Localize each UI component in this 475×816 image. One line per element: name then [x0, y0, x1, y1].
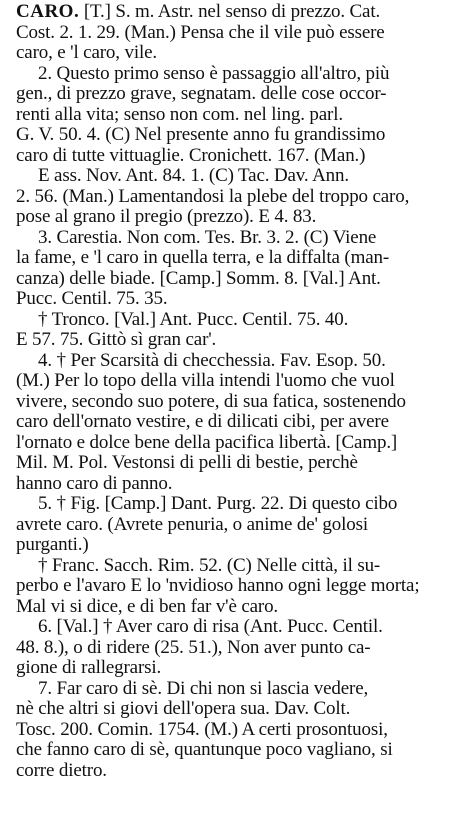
entry-line: caro dell'ornato vestire, e di dilicati cibi, per avere [16, 412, 389, 432]
entry-line: perbo e l'avaro E lo 'nvidioso hanno ogni legge morta; [16, 576, 420, 596]
entry-line: 2. 56. (Man.) Lamentandosi la plebe del troppo caro, [16, 186, 410, 207]
entry-line: 4. † Per Scarsità di checchessia. Fav. Esop. 50. [38, 350, 386, 371]
entry-headword: CARO. [16, 2, 80, 22]
entry-body [16, 23, 467, 782]
entry-line: che fanno caro di sè, quantunque poco vagliano, si [16, 740, 393, 760]
entry-line: G. V. 50. 4. (C) Nel presente anno fu grandissimo [16, 125, 386, 145]
entry-line: nè che altri si giovi dell'opera sua. Dav. Colt. [16, 699, 351, 719]
entry-line: caro, e 'l caro, vile. [16, 43, 157, 63]
entry-line: Mal vi si dice, e di ben far v'è caro. [16, 596, 279, 617]
entry-line: hanno caro di panno. [16, 473, 173, 494]
entry-line: 48. 8.), o di ridere (25. 51.), Non aver punto ca- [16, 637, 371, 658]
entry-line: la fame, e 'l caro in quella terra, e la diffalta (man- [16, 248, 390, 268]
entry-line: pose al grano il pregio (prezzo). E 4. 83. [16, 207, 317, 227]
entry-line: 5. † Fig. [Camp.] Dant. Purg. 22. Di questo cibo [38, 494, 398, 514]
entry-line: 7. Far caro di sè. Di chi non si lascia vedere, [38, 678, 369, 699]
entry-line: E 57. 75. Gittò sì gran car'. [16, 330, 217, 350]
entry-line: Pucc. Centil. 75. 35. [16, 289, 168, 309]
entry-line: l'ornato e dolce bene della pacifica libertà. [Camp.] [16, 432, 398, 453]
entry-line: canza) delle biade. [Camp.] Somm. 8. [Val.] Ant. [16, 268, 381, 289]
entry-line: gione di rallegrarsi. [16, 658, 162, 678]
entry-line: renti alla vita; senso non com. nel ling. parl. [16, 104, 343, 125]
entry-line: caro di tutte vittuaglie. Cronichett. 167. (Man.) [16, 145, 366, 166]
entry-line: Cost. 2. 1. 29. (Man.) Pensa che il vile può essere [16, 22, 385, 43]
entry-line: avrete caro. (Avrete penuria, o anime de' golosi [16, 514, 368, 535]
entry-line: 2. Questo primo senso è passaggio all'altro, più [38, 63, 390, 84]
entry-line: † Tronco. [Val.] Ant. Pucc. Centil. 75. 40. [38, 309, 349, 330]
entry-line: 6. [Val.] † Aver caro di risa (Ant. Pucc. Centil. [38, 617, 383, 637]
entry-line: (M.) Per lo topo della villa intendi l'uomo che vuol [16, 371, 395, 391]
entry-line-1 [16, 2, 467, 23]
entry-line: Mil. M. Pol. Vestonsi di pelli di bestie, perchè [16, 453, 358, 473]
entry-line: † Franc. Sacch. Rim. 52. (C) Nelle città, il su- [38, 555, 381, 576]
entry-line: purganti.) [16, 535, 89, 555]
entry-line: corre dietro. [16, 760, 107, 781]
entry-line: vivere, secondo suo potere, di sua fatica, sostenendo [16, 391, 406, 412]
entry-line: E ass. Nov. Ant. 84. 1. (C) Tac. Dav. Ann. [38, 166, 349, 186]
entry-line-text: [T.] S. m. Astr. nel senso di prezzo. Cat. [83, 2, 381, 22]
entry-line: 3. Carestia. Non com. Tes. Br. 3. 2. (C) Viene [38, 227, 377, 248]
entry-line: gen., di prezzo grave, segnatam. delle cose occor- [16, 84, 387, 104]
entry-line: Tosc. 200. Comin. 1754. (M.) A certi prosontuosi, [16, 719, 388, 740]
